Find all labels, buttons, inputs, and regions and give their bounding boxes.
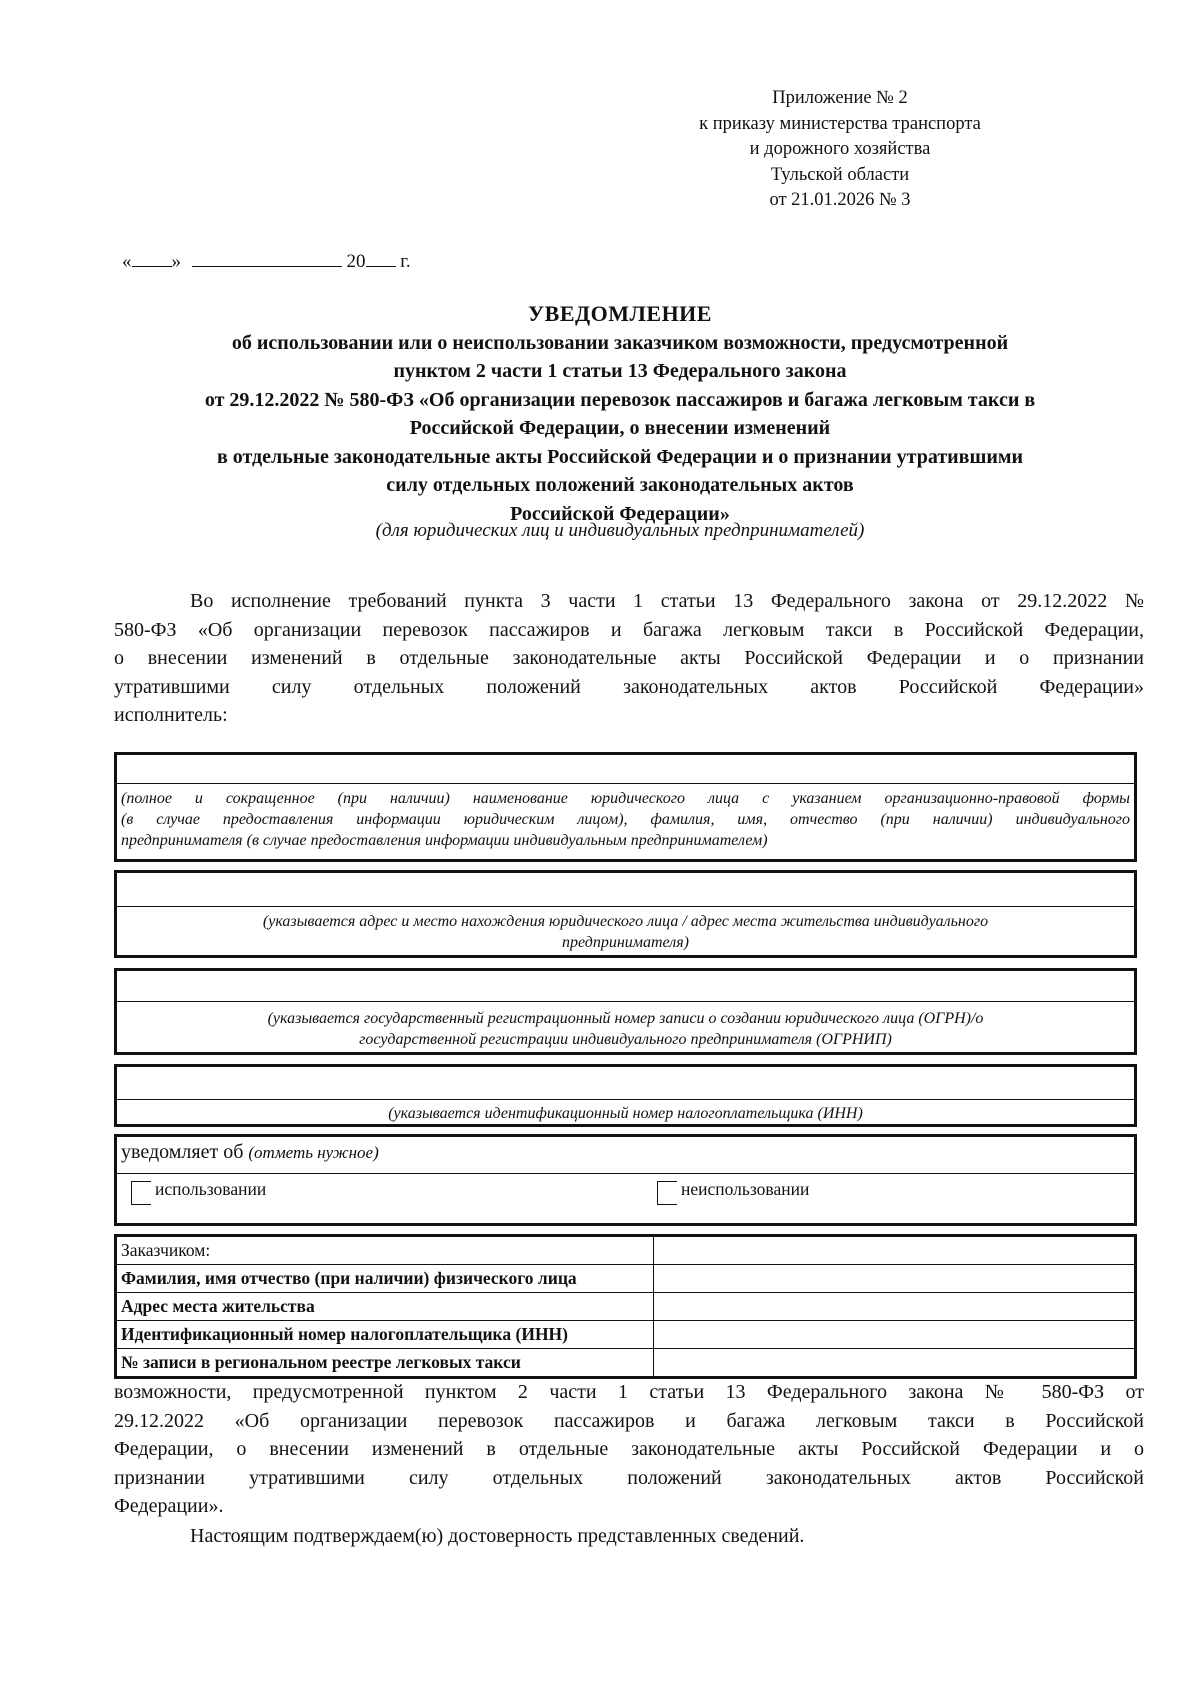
notify-box	[114, 1134, 1137, 1226]
address-field-line	[117, 906, 1134, 907]
title-line: Российской Федерации, о внесении изменений	[409, 417, 831, 439]
checkbox-use[interactable]	[131, 1181, 151, 1205]
title-heading: УВЕДОМЛЕНИЕ	[528, 301, 712, 326]
address-field-box	[114, 870, 1137, 958]
client-row-value[interactable]	[654, 1321, 1136, 1349]
notify-divider	[117, 1173, 1134, 1174]
table-row	[116, 1321, 1136, 1349]
inn-input-area[interactable]	[117, 1067, 1134, 1099]
intro-line: утратившими силу отдельных положений законодательных актов Российской Федерации»	[114, 675, 1144, 698]
day-blank[interactable]	[132, 248, 172, 267]
intro-line: 580-ФЗ «Об организации перевозок пассажиров и багажа легковым такси в Российской Федерации,	[114, 618, 1144, 641]
title-line: об использовании или о неиспользовании заказчиком возможности, предусмотренной	[231, 331, 1009, 354]
client-row-label: Заказчиком:	[116, 1236, 654, 1265]
name-field-line	[117, 783, 1134, 784]
date-open-quote: «	[122, 251, 132, 272]
name-field-box	[114, 752, 1137, 862]
table-row	[116, 1236, 1136, 1265]
option-use-label: использовании	[155, 1179, 267, 1199]
closing-line: Федерации, о внесении изменений в отдельные законодательные акты Российской Федерации и о	[114, 1438, 1144, 1460]
client-row-value[interactable]	[654, 1349, 1136, 1378]
appendix-line: от 21.01.2026 № 3	[769, 190, 911, 210]
checkbox-nonuse[interactable]	[657, 1181, 677, 1205]
client-row-label: Идентификационный номер налогоплательщика (ИНН)	[116, 1321, 654, 1349]
title-line: пунктом 2 части 1 статьи 13 Федерального закона	[393, 360, 847, 382]
date-close-quote: »	[171, 251, 181, 272]
intro-line: о внесении изменений в отдельные законодательные акты Российской Федерации и о признании	[114, 647, 1144, 669]
client-row-label: № записи в региональном реестре легковых такси	[116, 1349, 654, 1378]
table-row	[116, 1349, 1136, 1378]
title-line: Российской Федерации»	[510, 502, 730, 525]
title-line: в отдельные законодательные акты Российской Федерации и о признании утратившими	[216, 445, 1024, 468]
ogrn-field-box	[114, 968, 1137, 1055]
option-nonuse-label: неиспользовании	[681, 1179, 810, 1199]
closing-line: 29.12.2022 «Об организации перевозок пассажиров и багажа легковым такси в Российской	[114, 1409, 1144, 1432]
intro-paragraph	[114, 587, 1144, 730]
title-subtitle: (для юридических лиц и индивидуальных предпринимателей)	[375, 520, 865, 541]
client-table	[114, 1234, 1137, 1379]
appendix-line: к приказу министерства транспорта	[699, 113, 981, 134]
table-row	[116, 1293, 1136, 1321]
month-blank[interactable]	[192, 248, 342, 267]
date-line	[122, 248, 411, 273]
inn-field-box	[114, 1064, 1137, 1127]
appendix-header	[640, 86, 1040, 214]
ogrn-field-line	[117, 1001, 1134, 1002]
document-title	[100, 300, 1140, 528]
confirmation-text: Настоящим подтверждаем(ю) достоверность представленных сведений.	[190, 1525, 805, 1547]
year-blank[interactable]	[366, 248, 396, 267]
client-row-label: Фамилия, имя отчество (при наличии) физического лица	[116, 1265, 654, 1293]
appendix-line: Приложение № 2	[772, 88, 908, 108]
client-row-label: Адрес места жительства	[116, 1293, 654, 1321]
name-input-area[interactable]	[117, 755, 1134, 783]
address-input-area[interactable]	[117, 873, 1134, 906]
title-line: от 29.12.2022 № 580-ФЗ «Об организации перевозок пассажиров и багажа легковым такси в	[204, 388, 1036, 411]
year-suffix: г.	[400, 251, 411, 272]
closing-line: Федерации».	[114, 1495, 224, 1517]
closing-line: возможности, предусмотренной пунктом 2 части 1 статьи 13 Федерального закона № 580-ФЗ от	[114, 1381, 1144, 1403]
ogrn-input-area[interactable]	[117, 971, 1134, 1001]
table-row	[116, 1265, 1136, 1293]
intro-line: Во исполнение требований пункта 3 части 1 статьи 13 Федерального закона от 29.12.2022 №	[190, 590, 1144, 612]
closing-line: признании утратившими силу отдельных положений законодательных актов Российской	[114, 1466, 1144, 1489]
inn-field-note: (указывается идентификационный номер налогоплательщика (ИНН)	[388, 1105, 863, 1122]
ogrn-field-note: (указывается государственный регистрационный номер записи о создании юридического лица (ОГРН)/о государственной регистрации индивидуального предпринимателя (ОГРНИП)	[267, 1010, 984, 1048]
client-row-value[interactable]	[654, 1265, 1136, 1293]
address-field-note: (указывается адрес и место нахождения юридического лица / адрес места жительства индивидуального предпринимателя)	[262, 913, 989, 951]
appendix-line: Тульской области	[770, 164, 910, 185]
notify-label-row	[121, 1141, 379, 1164]
closing-paragraph	[114, 1378, 1144, 1521]
inn-field-line	[117, 1099, 1134, 1100]
title-line: силу отдельных положений законодательных актов	[386, 474, 854, 496]
year-prefix: 20	[346, 251, 366, 272]
appendix-line: и дорожного хозяйства	[749, 139, 931, 159]
intro-line: исполнитель:	[114, 704, 228, 726]
name-field-note: (полное и сокращенное (при наличии) наименование юридического лица с указанием организационно-правовой формы (в случае предоставления информации юридическим лицом), фамилия, имя, отчество (при наличии) индивидуального предпринимателя (в случае предоставления информации индивидуальным предпринимателем)	[121, 790, 1130, 849]
notify-hint: (отметь нужное)	[248, 1143, 379, 1162]
client-row-value[interactable]	[654, 1236, 1136, 1265]
notify-label: уведомляет об	[121, 1141, 244, 1163]
client-row-value[interactable]	[654, 1293, 1136, 1321]
